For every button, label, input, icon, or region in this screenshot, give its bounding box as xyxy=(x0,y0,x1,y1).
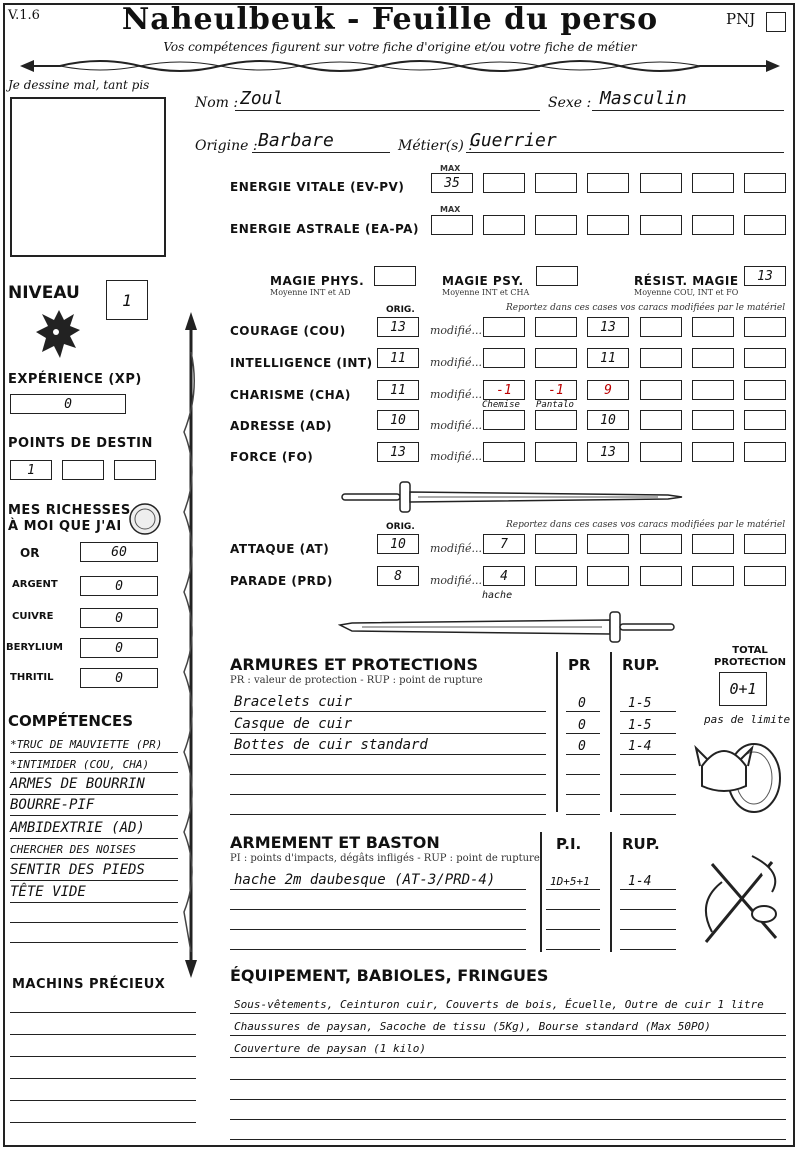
orig-label: ORIG. xyxy=(386,305,415,315)
carac-label: INTELLIGENCE (INT) xyxy=(230,356,373,370)
armement-divider xyxy=(540,832,542,952)
caracs-note: Reportez dans ces cases vos caracs modifiées par le matériel xyxy=(506,303,786,313)
magie-psy-sub: Moyenne INT et CHA xyxy=(442,288,530,297)
carac-mod-box[interactable] xyxy=(744,410,786,430)
carac-mod-box[interactable] xyxy=(640,317,682,337)
or-box[interactable]: 60 xyxy=(80,542,158,562)
sword-icon xyxy=(338,478,684,516)
combat-orig-label: ORIG. xyxy=(386,522,415,532)
weapon-note: hache xyxy=(482,590,513,601)
carac-mod-box[interactable] xyxy=(692,380,734,400)
combat-mod-box[interactable] xyxy=(744,534,786,554)
argent-box[interactable]: 0 xyxy=(80,576,158,596)
carac-mod-box[interactable] xyxy=(744,442,786,462)
modif-label: modifié... xyxy=(430,542,482,555)
carac-orig-box[interactable]: 11 xyxy=(377,348,419,368)
magie-psy-box[interactable] xyxy=(536,266,578,286)
carac-mod-box[interactable] xyxy=(692,348,734,368)
rope-ornament-icon xyxy=(20,54,780,78)
combat-mod-box[interactable] xyxy=(587,534,629,554)
destin-box[interactable] xyxy=(62,460,104,480)
competence-item[interactable]: SENTIR DES PIEDS xyxy=(10,862,145,878)
competence-item[interactable]: *TRUC DE MAUVIETTE (PR) xyxy=(10,738,163,751)
modif-label: modifié... xyxy=(430,574,482,587)
carac-orig-box[interactable]: 10 xyxy=(377,410,419,430)
ea-max-label: MAX xyxy=(440,205,461,214)
sword-icon xyxy=(338,608,684,646)
carac-mod-box[interactable] xyxy=(535,442,577,462)
richesses-label-2: À MOI QUE J'AI xyxy=(8,519,122,534)
magie-phys-label: MAGIE PHYS. xyxy=(270,274,365,288)
resist-magie-label: RÉSIST. MAGIE xyxy=(634,274,739,288)
niveau-label: NIVEAU xyxy=(8,283,80,303)
combat-mod-box[interactable]: 4 xyxy=(483,566,525,586)
carac-mod-box[interactable] xyxy=(640,410,682,430)
carac-mod-box[interactable] xyxy=(483,410,525,430)
competence-item[interactable]: ARMES DE BOURRIN xyxy=(10,776,145,792)
armures-divider xyxy=(610,652,612,812)
experience-box[interactable]: 0 xyxy=(10,394,126,414)
pnj-label: PNJ xyxy=(726,10,756,28)
ev-box[interactable] xyxy=(692,173,734,193)
carac-label: CHARISME (CHA) xyxy=(230,388,351,402)
competence-item[interactable]: BOURRE-PIF xyxy=(10,797,95,813)
carac-orig-box[interactable]: 13 xyxy=(377,317,419,337)
carac-mod-box[interactable] xyxy=(535,317,577,337)
combat-mod-box[interactable] xyxy=(744,566,786,586)
carac-mod-box[interactable] xyxy=(744,348,786,368)
ea-box[interactable] xyxy=(692,215,734,235)
armures-divider xyxy=(556,652,558,812)
competence-item[interactable]: TÊTE VIDE xyxy=(10,884,86,900)
armement-title: ARMEMENT ET BASTON xyxy=(230,833,440,852)
ea-box[interactable] xyxy=(640,215,682,235)
total-note: pas de limite xyxy=(704,713,791,726)
carac-orig-box[interactable]: 13 xyxy=(377,442,419,462)
ea-box[interactable] xyxy=(535,215,577,235)
combat-label: ATTAQUE (AT) xyxy=(230,542,330,556)
arme-pi[interactable]: 1D+5+1 xyxy=(550,875,590,888)
combat-mod-box[interactable] xyxy=(587,566,629,586)
ea-box[interactable] xyxy=(744,215,786,235)
competences-label: COMPÉTENCES xyxy=(8,712,134,730)
armement-sub: PI : points d'impacts, dégâts infligés - RUP : point de rupture xyxy=(230,853,540,864)
equipement-line[interactable]: Sous-vêtements, Ceinturon cuir, Couverts de bois, Écuelle, Outre de cuir 1 litre xyxy=(234,998,764,1011)
carac-mod-box[interactable]: -1 xyxy=(535,380,577,400)
combat-orig-box[interactable]: 10 xyxy=(377,534,419,554)
modif-label: modifié... xyxy=(430,388,482,401)
total-protection-label xyxy=(704,645,796,669)
modif-label: modifié... xyxy=(430,356,482,369)
carac-mod-box[interactable]: -1 xyxy=(483,380,525,400)
armure-pr[interactable]: 0 xyxy=(578,739,586,754)
carac-mod-box[interactable]: 10 xyxy=(587,410,629,430)
armures-title: ARMURES ET PROTECTIONS xyxy=(230,655,478,674)
carac-mod-box[interactable] xyxy=(483,348,525,368)
sheet-title: Naheulbeuk - Feuille du perso xyxy=(121,2,659,37)
ev-box[interactable] xyxy=(535,173,577,193)
combat-mod-box[interactable] xyxy=(640,566,682,586)
combat-mod-box[interactable]: 7 xyxy=(483,534,525,554)
cha-note: Pantalo xyxy=(536,400,574,410)
cuivre-label: CUIVRE xyxy=(12,611,54,622)
ev-box[interactable] xyxy=(483,173,525,193)
nom-field[interactable]: Zoul xyxy=(240,88,284,109)
thritil-label: THRITIL xyxy=(10,672,54,683)
combat-note: Reportez dans ces cases vos caracs modifiées par le matériel xyxy=(506,520,786,530)
carac-mod-box[interactable] xyxy=(692,442,734,462)
helmet-shield-icon xyxy=(694,726,786,818)
sheet-subtitle: Vos compétences figurent sur votre fiche d'origine et/ou votre fiche de métier xyxy=(163,40,637,54)
origine-field[interactable]: Barbare xyxy=(258,130,334,151)
competence-item[interactable]: *INTIMIDER (COU, CHA) xyxy=(10,758,150,771)
total-label-2: PROTECTION xyxy=(714,657,786,668)
modif-label: modifié... xyxy=(430,324,482,337)
resist-magie-box[interactable]: 13 xyxy=(744,266,786,286)
competence-item[interactable]: AMBIDEXTRIE (AD) xyxy=(10,820,145,836)
col-pr: PR xyxy=(568,656,591,674)
total-protection-box[interactable]: 0+1 xyxy=(719,672,767,706)
argent-label: ARGENT xyxy=(12,579,58,590)
carac-mod-box[interactable] xyxy=(744,317,786,337)
ea-max-box[interactable] xyxy=(431,215,473,235)
ea-box[interactable] xyxy=(587,215,629,235)
armures-sub: PR : valeur de protection - RUP : point de rupture xyxy=(230,675,483,686)
origine-label: Origine : xyxy=(195,138,258,154)
destin-box[interactable]: 1 xyxy=(10,460,52,480)
col-pi: P.I. xyxy=(556,835,582,853)
armure-rup[interactable]: 1-5 xyxy=(628,696,652,711)
armure-name[interactable]: Bracelets cuir xyxy=(234,694,353,710)
carac-mod-box[interactable] xyxy=(535,348,577,368)
magie-phys-box[interactable] xyxy=(374,266,416,286)
equipement-line[interactable]: Couverture de paysan (1 kilo) xyxy=(234,1042,427,1055)
combat-mod-box[interactable] xyxy=(535,534,577,554)
armure-name[interactable]: Casque de cuir xyxy=(234,716,353,732)
ev-box[interactable] xyxy=(640,173,682,193)
magie-phys-sub: Moyenne INT et AD xyxy=(270,288,351,297)
carac-mod-box[interactable] xyxy=(640,380,682,400)
dragon-icon xyxy=(34,306,84,362)
nom-label: Nom : xyxy=(195,95,239,111)
armure-pr[interactable]: 0 xyxy=(578,696,586,711)
carac-label: COURAGE (COU) xyxy=(230,324,346,338)
niveau-box[interactable]: 1 xyxy=(106,280,148,320)
equipement-title: ÉQUIPEMENT, BABIOLES, FRINGUES xyxy=(230,966,549,985)
experience-label: EXPÉRIENCE (XP) xyxy=(8,372,142,387)
carac-mod-box[interactable]: 13 xyxy=(587,442,629,462)
sexe-label: Sexe : xyxy=(548,95,592,111)
modif-label: modifié... xyxy=(430,450,482,463)
armure-name[interactable]: Bottes de cuir standard xyxy=(234,737,428,753)
combat-mod-box[interactable] xyxy=(692,534,734,554)
magie-psy-label: MAGIE PSY. xyxy=(442,274,524,288)
coin-icon xyxy=(128,502,162,536)
carac-mod-box[interactable] xyxy=(692,410,734,430)
combat-mod-box[interactable] xyxy=(692,566,734,586)
berylium-label: BERYLIUM xyxy=(6,642,64,653)
cha-note: Chemise xyxy=(482,400,520,410)
carac-mod-box[interactable]: 11 xyxy=(587,348,629,368)
ea-box[interactable] xyxy=(483,215,525,235)
carac-orig-box[interactable]: 11 xyxy=(377,380,419,400)
carac-mod-box[interactable] xyxy=(483,317,525,337)
portrait-box[interactable] xyxy=(10,97,166,257)
total-label-1: TOTAL xyxy=(732,645,768,656)
armure-pr[interactable]: 0 xyxy=(578,718,586,733)
arme-name[interactable]: hache 2m daubesque (AT-3/PRD-4) xyxy=(234,872,496,888)
machins-label: MACHINS PRÉCIEUX xyxy=(12,977,166,992)
equipement-line[interactable]: Chaussures de paysan, Sacoche de tissu (5Kg), Bourse standard (Max 50PO) xyxy=(234,1020,711,1033)
arme-rup[interactable]: 1-4 xyxy=(628,874,652,889)
carac-mod-box[interactable] xyxy=(744,380,786,400)
thritil-box[interactable]: 0 xyxy=(80,668,158,688)
ea-label: ENERGIE ASTRALE (EA-PA) xyxy=(230,222,419,236)
or-label: OR xyxy=(20,546,40,560)
combat-label: PARADE (PRD) xyxy=(230,574,333,588)
version-label: V.1.6 xyxy=(8,8,40,23)
carac-mod-box[interactable] xyxy=(640,348,682,368)
combat-orig-box[interactable]: 8 xyxy=(377,566,419,586)
combat-mod-box[interactable] xyxy=(535,566,577,586)
carac-mod-box[interactable]: 9 xyxy=(587,380,629,400)
destin-box[interactable] xyxy=(114,460,156,480)
carac-mod-box[interactable] xyxy=(692,317,734,337)
metier-field[interactable]: Guerrier xyxy=(470,130,557,151)
portrait-caption: Je dessine mal, tant pis xyxy=(8,78,150,92)
ev-box[interactable] xyxy=(744,173,786,193)
carac-label: ADRESSE (AD) xyxy=(230,419,333,433)
modif-label: modifié... xyxy=(430,419,482,432)
col-rup: RUP. xyxy=(622,835,660,853)
destin-label: POINTS DE DESTIN xyxy=(8,436,153,451)
carac-mod-box[interactable]: 13 xyxy=(587,317,629,337)
crossed-weapons-icon xyxy=(692,852,788,952)
cuivre-box[interactable]: 0 xyxy=(80,608,158,628)
armure-rup[interactable]: 1-5 xyxy=(628,718,652,733)
pnj-checkbox[interactable] xyxy=(766,12,786,32)
staff-icon xyxy=(180,312,202,978)
richesses-label-1: MES RICHESSES xyxy=(8,503,131,518)
carac-label: FORCE (FO) xyxy=(230,450,314,464)
armure-rup[interactable]: 1-4 xyxy=(628,739,652,754)
combat-mod-box[interactable] xyxy=(640,534,682,554)
ev-label: ENERGIE VITALE (EV-PV) xyxy=(230,180,405,194)
ev-max-label: MAX xyxy=(440,164,461,173)
carac-mod-box[interactable] xyxy=(640,442,682,462)
metier-label: Métier(s) : xyxy=(398,138,473,154)
sexe-field[interactable]: Masculin xyxy=(600,88,687,109)
col-rup: RUP. xyxy=(622,656,660,674)
ev-box[interactable] xyxy=(587,173,629,193)
resist-magie-sub: Moyenne COU, INT et FO xyxy=(634,288,739,297)
ev-max-box[interactable]: 35 xyxy=(431,173,473,193)
armement-divider xyxy=(610,832,612,952)
carac-mod-box[interactable] xyxy=(483,442,525,462)
competence-item[interactable]: CHERCHER DES NOISES xyxy=(10,843,136,856)
berylium-box[interactable]: 0 xyxy=(80,638,158,658)
carac-mod-box[interactable] xyxy=(535,410,577,430)
